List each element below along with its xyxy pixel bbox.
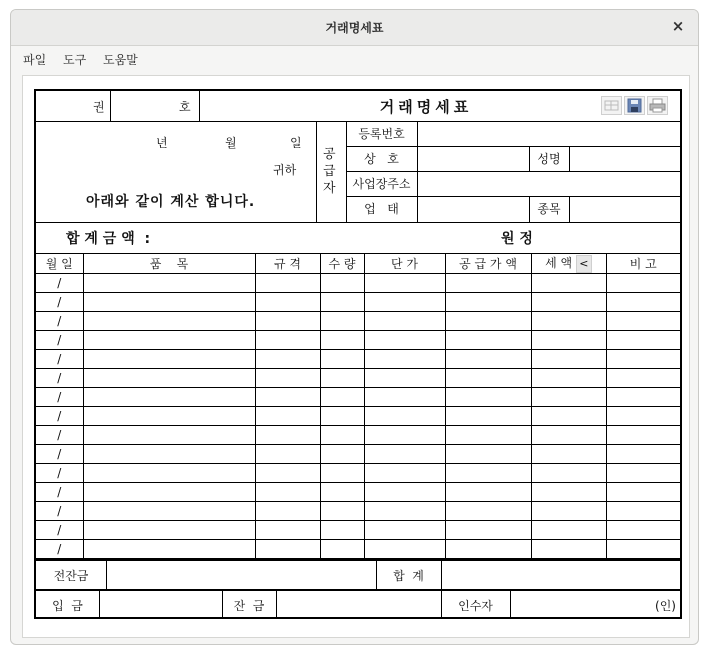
row-cell[interactable] — [320, 331, 364, 350]
divider — [199, 91, 200, 121]
row-cell[interactable] — [445, 445, 531, 464]
row-cell[interactable] — [255, 350, 320, 369]
row-date-cell[interactable]: / — [36, 426, 83, 445]
supplier-label-3: 자 — [323, 181, 336, 196]
table-row — [36, 502, 680, 521]
row-cell[interactable] — [364, 407, 445, 426]
row-cell[interactable] — [320, 464, 364, 483]
col-unit-price: 단 가 — [364, 254, 445, 274]
divider — [510, 589, 511, 619]
table-row — [36, 540, 680, 559]
row-cell[interactable] — [531, 388, 606, 407]
row-cell[interactable] — [320, 502, 364, 521]
row-cell[interactable] — [255, 369, 320, 388]
number-label: 호 — [179, 100, 191, 114]
row-date-cell[interactable]: / — [36, 407, 83, 426]
row-cell[interactable] — [364, 331, 445, 350]
row-date-cell[interactable]: / — [36, 293, 83, 312]
row-cell[interactable] — [83, 350, 255, 369]
menu-tools[interactable]: 도구 — [63, 53, 87, 67]
table-row — [36, 350, 680, 369]
row-cell[interactable] — [255, 483, 320, 502]
item-type-label: 종목 — [537, 202, 561, 216]
menu-help[interactable]: 도움말 — [103, 53, 138, 67]
row-cell[interactable] — [255, 388, 320, 407]
row-cell[interactable] — [364, 426, 445, 445]
row-cell[interactable] — [445, 369, 531, 388]
table-row — [36, 293, 680, 312]
row-cell[interactable] — [531, 274, 606, 293]
scroll-left-button[interactable]: < — [576, 255, 592, 273]
divider — [276, 589, 277, 619]
row-cell[interactable] — [364, 293, 445, 312]
row-cell[interactable] — [531, 293, 606, 312]
row-date-cell[interactable]: / — [36, 350, 83, 369]
name-label: 성명 — [537, 152, 561, 166]
save-icon[interactable] — [624, 96, 645, 115]
col-qty: 수 량 — [320, 254, 364, 274]
title-bar — [11, 10, 698, 46]
row-cell[interactable] — [320, 350, 364, 369]
row-cell[interactable] — [364, 274, 445, 293]
row-cell[interactable] — [364, 312, 445, 331]
col-spec: 규 격 — [255, 254, 320, 274]
table-header — [36, 254, 680, 274]
table-row — [36, 369, 680, 388]
form-icon[interactable] — [601, 96, 622, 115]
menu-bar — [11, 46, 698, 70]
row-cell[interactable] — [531, 331, 606, 350]
row-cell[interactable] — [320, 293, 364, 312]
row-cell[interactable] — [445, 331, 531, 350]
row-cell[interactable] — [364, 521, 445, 540]
divider — [569, 196, 570, 222]
row-cell[interactable] — [255, 521, 320, 540]
row-cell[interactable] — [531, 426, 606, 445]
col-supply-value: 공 급 가 액 — [445, 254, 531, 274]
divider — [106, 559, 107, 589]
row-cell[interactable] — [255, 274, 320, 293]
col-date: 월 일 — [36, 254, 83, 274]
row-cell[interactable] — [364, 369, 445, 388]
row-cell[interactable] — [255, 312, 320, 331]
row-date-cell[interactable]: / — [36, 388, 83, 407]
row-cell[interactable] — [320, 445, 364, 464]
window-title: 거래명세표 — [325, 21, 384, 35]
row-cell[interactable] — [445, 502, 531, 521]
row-cell[interactable] — [255, 464, 320, 483]
date-day: 일 — [290, 136, 302, 150]
row-cell[interactable] — [320, 274, 364, 293]
row-cell[interactable] — [606, 274, 680, 293]
row-date-cell[interactable]: / — [36, 483, 83, 502]
col-tax — [531, 254, 606, 274]
col-tax-label: 세 액 — [545, 256, 573, 271]
row-cell[interactable] — [320, 369, 364, 388]
row-cell[interactable] — [364, 350, 445, 369]
row-cell[interactable] — [531, 464, 606, 483]
date-month: 월 — [225, 136, 237, 150]
business-type-label: 업 태 — [364, 202, 399, 216]
row-cell[interactable] — [364, 445, 445, 464]
company-label: 상 호 — [364, 152, 399, 166]
row-cell[interactable] — [364, 540, 445, 559]
row-date-cell[interactable]: / — [36, 312, 83, 331]
row-cell[interactable] — [445, 312, 531, 331]
divider — [569, 146, 570, 171]
row-date-cell[interactable]: / — [36, 274, 83, 293]
row-cell[interactable] — [445, 464, 531, 483]
row-cell[interactable] — [320, 312, 364, 331]
reg-no-label: 등록번호 — [358, 127, 405, 141]
row-cell[interactable] — [320, 540, 364, 559]
recipient-suffix: 귀하 — [273, 163, 297, 177]
row-cell[interactable] — [83, 369, 255, 388]
row-cell[interactable] — [606, 502, 680, 521]
divider — [36, 121, 680, 122]
row-cell[interactable] — [83, 388, 255, 407]
row-date-cell[interactable]: / — [36, 521, 83, 540]
items-table — [36, 253, 680, 559]
row-cell[interactable] — [445, 388, 531, 407]
row-cell[interactable] — [445, 521, 531, 540]
table-row — [36, 483, 680, 502]
divider — [36, 589, 680, 591]
table-row — [36, 426, 680, 445]
col-item: 품 목 — [83, 254, 255, 274]
row-cell[interactable] — [364, 388, 445, 407]
row-cell[interactable] — [606, 369, 680, 388]
row-cell[interactable] — [255, 331, 320, 350]
app-window — [10, 9, 699, 645]
row-cell[interactable] — [531, 312, 606, 331]
table-row — [36, 331, 680, 350]
row-cell[interactable] — [83, 445, 255, 464]
row-cell[interactable] — [606, 426, 680, 445]
row-date-cell[interactable]: / — [36, 369, 83, 388]
row-cell[interactable] — [445, 426, 531, 445]
row-cell[interactable] — [83, 426, 255, 445]
row-cell[interactable] — [83, 293, 255, 312]
divider — [36, 559, 680, 561]
total-label: 합 계 금 액 : — [66, 231, 151, 247]
row-cell[interactable] — [83, 331, 255, 350]
supplier-label-2: 급 — [323, 164, 336, 179]
row-cell[interactable] — [531, 521, 606, 540]
row-cell[interactable] — [364, 483, 445, 502]
row-cell[interactable] — [83, 521, 255, 540]
book-label: 권 — [93, 100, 105, 114]
address-label: 사업장주소 — [352, 177, 411, 191]
row-cell[interactable] — [606, 312, 680, 331]
table-row — [36, 388, 680, 407]
row-cell[interactable] — [531, 445, 606, 464]
row-cell[interactable] — [83, 483, 255, 502]
divider — [99, 589, 100, 619]
row-cell[interactable] — [606, 293, 680, 312]
document-area — [22, 75, 690, 638]
row-cell[interactable] — [83, 464, 255, 483]
table-row — [36, 407, 680, 426]
row-cell[interactable] — [606, 407, 680, 426]
table-row — [36, 445, 680, 464]
row-cell[interactable] — [255, 426, 320, 445]
row-cell[interactable] — [320, 388, 364, 407]
row-cell[interactable] — [606, 483, 680, 502]
row-cell[interactable] — [445, 293, 531, 312]
divider — [441, 559, 442, 589]
row-cell[interactable] — [606, 331, 680, 350]
row-cell[interactable] — [445, 483, 531, 502]
seal-label: (인) — [655, 599, 676, 613]
row-cell[interactable] — [255, 407, 320, 426]
row-cell[interactable] — [255, 445, 320, 464]
prev-balance-label: 전잔금 — [53, 569, 89, 583]
divider — [346, 146, 680, 147]
row-cell[interactable] — [606, 464, 680, 483]
date-year: 년 — [156, 136, 168, 150]
row-cell[interactable] — [606, 388, 680, 407]
row-cell[interactable] — [445, 274, 531, 293]
balance-label: 잔 금 — [233, 599, 265, 613]
row-cell[interactable] — [320, 426, 364, 445]
row-cell[interactable] — [255, 502, 320, 521]
divider — [110, 91, 111, 121]
form-title: 거래명세표 — [379, 98, 473, 116]
close-button[interactable]: × — [671, 17, 685, 35]
row-cell[interactable] — [445, 540, 531, 559]
row-cell[interactable] — [531, 407, 606, 426]
divider — [316, 121, 317, 222]
row-cell[interactable] — [606, 540, 680, 559]
deposit-label: 입 금 — [52, 599, 83, 613]
row-date-cell[interactable]: / — [36, 540, 83, 559]
supplier-label-1: 공 — [323, 147, 336, 162]
table-row — [36, 312, 680, 331]
divider — [36, 222, 680, 223]
row-cell[interactable] — [320, 521, 364, 540]
row-cell[interactable] — [364, 502, 445, 521]
menu-file[interactable]: 파일 — [23, 53, 47, 67]
statement-text: 아래와 같이 계산 합니다. — [86, 194, 256, 210]
print-icon[interactable] — [647, 96, 668, 115]
row-cell[interactable] — [445, 350, 531, 369]
row-cell[interactable] — [255, 540, 320, 559]
row-date-cell[interactable]: / — [36, 502, 83, 521]
divider — [346, 171, 680, 172]
row-cell[interactable] — [320, 483, 364, 502]
divider — [346, 196, 680, 197]
table-row — [36, 464, 680, 483]
row-cell[interactable] — [83, 274, 255, 293]
table-row — [36, 274, 680, 293]
row-cell[interactable] — [531, 483, 606, 502]
invoice-form — [34, 89, 682, 619]
row-date-cell[interactable]: / — [36, 331, 83, 350]
row-cell[interactable] — [445, 407, 531, 426]
row-cell[interactable] — [606, 521, 680, 540]
row-cell[interactable] — [531, 502, 606, 521]
total-unit: 원 정 — [501, 231, 533, 247]
row-cell[interactable] — [606, 445, 680, 464]
row-date-cell[interactable]: / — [36, 445, 83, 464]
receiver-label: 인수자 — [458, 599, 493, 613]
row-cell[interactable] — [83, 312, 255, 331]
row-cell[interactable] — [320, 407, 364, 426]
row-cell[interactable] — [83, 502, 255, 521]
row-cell[interactable] — [364, 464, 445, 483]
row-cell[interactable] — [531, 540, 606, 559]
row-date-cell[interactable]: / — [36, 464, 83, 483]
row-cell[interactable] — [83, 540, 255, 559]
table-row — [36, 521, 680, 540]
row-cell[interactable] — [531, 350, 606, 369]
row-cell[interactable] — [606, 350, 680, 369]
col-note: 비 고 — [606, 254, 680, 274]
row-cell[interactable] — [255, 293, 320, 312]
row-cell[interactable] — [83, 407, 255, 426]
row-cell[interactable] — [531, 369, 606, 388]
sum-label: 합 계 — [393, 569, 424, 583]
